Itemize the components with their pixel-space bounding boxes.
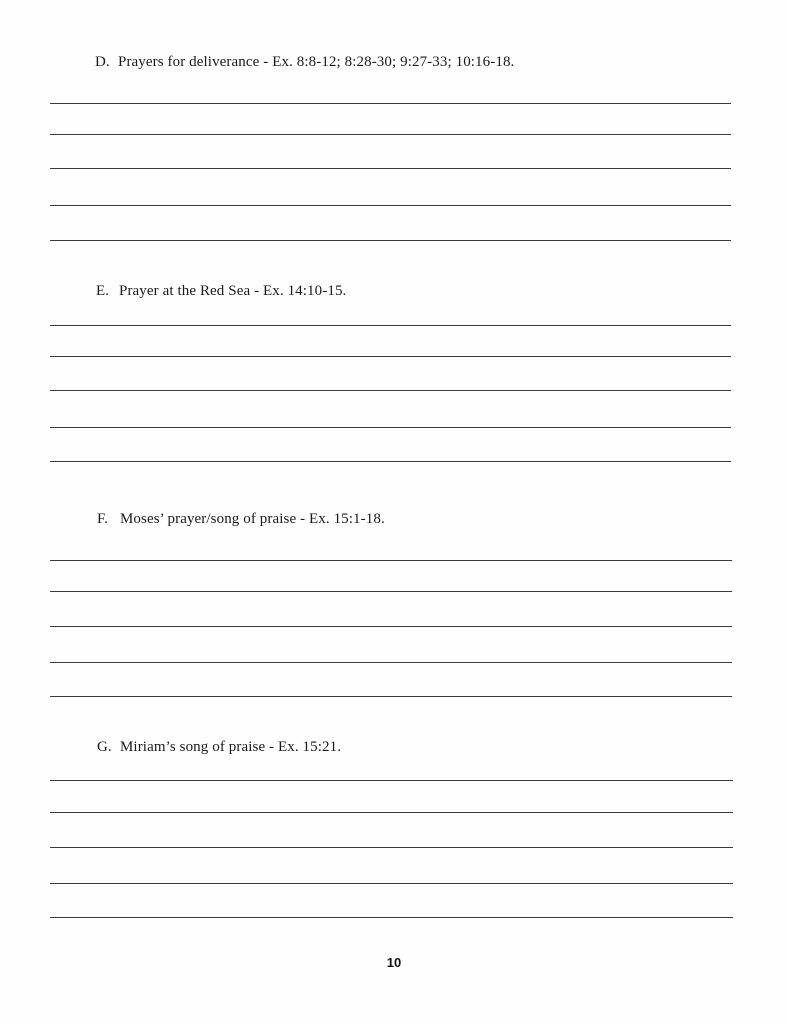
answer-line[interactable] bbox=[50, 134, 731, 135]
answer-line[interactable] bbox=[50, 240, 731, 241]
section-letter: D. bbox=[95, 54, 110, 70]
page-number: 10 bbox=[386, 955, 402, 970]
answer-line[interactable] bbox=[50, 560, 732, 561]
answer-line[interactable] bbox=[50, 883, 733, 884]
answer-line[interactable] bbox=[50, 591, 732, 592]
answer-line[interactable] bbox=[50, 427, 731, 428]
answer-line[interactable] bbox=[50, 662, 732, 663]
answer-line[interactable] bbox=[50, 696, 732, 697]
section-d-heading bbox=[95, 53, 514, 71]
answer-line[interactable] bbox=[50, 356, 731, 357]
answer-line[interactable] bbox=[50, 325, 731, 326]
section-title: Moses’ prayer/song of praise - Ex. 15:1-18. bbox=[120, 511, 385, 527]
answer-line[interactable] bbox=[50, 812, 733, 813]
section-g-heading bbox=[97, 738, 341, 756]
answer-line[interactable] bbox=[50, 917, 733, 918]
section-letter: F. bbox=[97, 511, 109, 527]
section-letter: E. bbox=[96, 283, 110, 299]
section-e-heading bbox=[96, 282, 346, 300]
section-letter: G. bbox=[97, 739, 112, 755]
answer-line[interactable] bbox=[50, 168, 731, 169]
answer-line[interactable] bbox=[50, 626, 732, 627]
answer-line[interactable] bbox=[50, 461, 731, 462]
answer-line[interactable] bbox=[50, 103, 731, 104]
section-title: Prayer at the Red Sea - Ex. 14:10-15. bbox=[119, 283, 347, 299]
section-f-heading bbox=[97, 510, 385, 528]
section-title: Miriam’s song of praise - Ex. 15:21. bbox=[120, 739, 342, 755]
section-title: Prayers for deliverance - Ex. 8:8-12; 8:28-30; 9:27-33; 10:16-18. bbox=[118, 54, 515, 70]
answer-line[interactable] bbox=[50, 205, 731, 206]
answer-line[interactable] bbox=[50, 390, 731, 391]
answer-line[interactable] bbox=[50, 847, 733, 848]
answer-line[interactable] bbox=[50, 780, 733, 781]
